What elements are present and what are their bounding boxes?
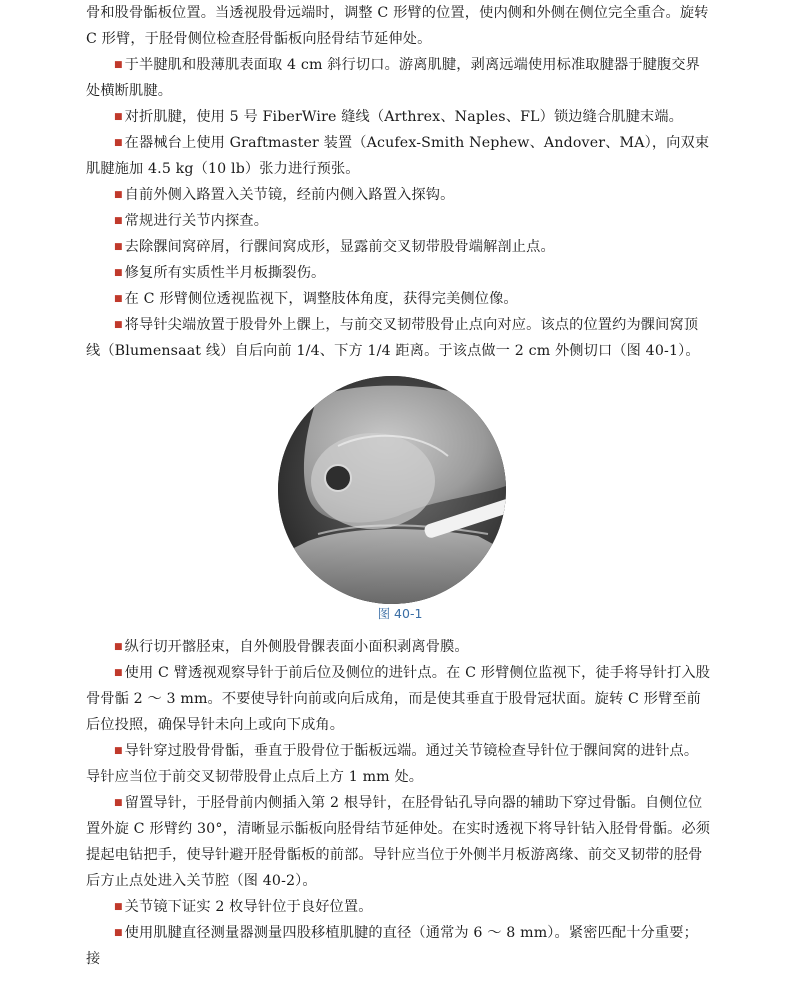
- bullet-square-icon: ■: [114, 268, 123, 278]
- bullet-paragraph: [86, 182, 712, 208]
- bullet-paragraph: [86, 660, 712, 738]
- bullet-square-icon: ■: [114, 190, 123, 200]
- paragraph-text: 自前外侧入路置入关节镜，经前内侧入路置入探钩。: [124, 187, 455, 203]
- paragraph-continuation: [86, 0, 712, 52]
- paragraph-text: 对折肌腱，使用 5 号 FiberWire 缝线（Arthrex、Naples、FL）锁边缝合肌腱末端。: [124, 109, 684, 125]
- bullet-paragraph: [86, 894, 712, 920]
- bullet-square-icon: ■: [114, 642, 123, 652]
- bullet-square-icon: ■: [114, 928, 123, 938]
- paragraph-text: 在器械台上使用 Graftmaster 装置（Acufex-Smith Nephew、Andover、MA），向双束肌腱施加 4.5 kg（10 lb）张力进行预张。: [86, 135, 710, 177]
- paragraph-text: 将导针尖端放置于股骨外上髁上，与前交叉韧带股骨止点向对应。该点的位置约为髁间窝顶线（Blumensaat 线）自后向前 1/4、下方 1/4 距离。于该点做一 2 cm 外侧切口（图 40-1）。: [86, 317, 700, 359]
- bullet-paragraph: [86, 130, 712, 182]
- bullet-paragraph: [86, 104, 712, 130]
- bullet-square-icon: ■: [114, 294, 123, 304]
- bullet-paragraph: [86, 920, 712, 972]
- paragraph-text: 于半腱肌和股薄肌表面取 4 cm 斜行切口。游离肌腱，剥离远端使用标准取腱器于腱腹交界处横断肌腱。: [86, 57, 701, 99]
- bullet-square-icon: ■: [114, 112, 123, 122]
- paragraph-text: 修复所有实质性半月板撕裂伤。: [124, 265, 326, 281]
- bullet-paragraph: [86, 234, 712, 260]
- paragraph-text: 使用肌腱直径测量器测量四股移植肌腱的直径（通常为 6 ～ 8 mm）。紧密匹配十分重要；接: [86, 925, 698, 967]
- paragraph-text: 导针穿过股骨骨骺，垂直于股骨位于骺板远端。通过关节镜检查导针位于髁间窝的进针点。导针应当位于前交叉韧带股骨止点后上方 1 mm 处。: [86, 743, 699, 785]
- bottom-text-block: [86, 634, 712, 972]
- paragraph-text: 在 C 形臂侧位透视监视下，调整肢体角度，获得完美侧位像。: [124, 291, 518, 307]
- paragraph-text: 使用 C 臂透视观察导针于前后位及侧位的进针点。在 C 形臂侧位监视下，徒手将导针打入股骨骨骺 2 ～ 3 mm。不要使导针向前或向后成角，而是使其垂直于股骨冠状面。旋转 C 形臂至前后位投照，确保导针未向上或向下成角。: [86, 665, 711, 733]
- bullet-square-icon: ■: [114, 798, 123, 808]
- paragraph-text: 留置导针，于胫骨前内侧插入第 2 根导针，在胫骨钻孔导向器的辅助下穿过骨骺。自侧位位置外旋 C 形臂约 30°，清晰显示骺板向胫骨结节延伸处。在实时透视下将导针钻入胫骨骨骺。必须提起电钻把手，使导针避开胫骨骺板的前部。导针应当位于外侧半月板游离缘、前交叉韧带的胫骨后方止点处进入关节腔（图 40-2）。: [86, 795, 711, 889]
- xray-illustration: [278, 376, 506, 604]
- bullet-square-icon: ■: [114, 242, 123, 252]
- paragraph-text: 纵行切开髂胫束，自外侧股骨髁表面小面积剥离骨膜。: [124, 639, 469, 655]
- paragraph-text: 关节镜下证实 2 枚导针位于良好位置。: [124, 899, 373, 915]
- bullet-paragraph: [86, 208, 712, 234]
- top-text-block: [86, 0, 712, 364]
- bullet-paragraph: [86, 286, 712, 312]
- figure-caption: 图 40-1: [377, 606, 423, 621]
- bullet-square-icon: ■: [114, 320, 123, 330]
- bullet-paragraph: [86, 52, 712, 104]
- knee-lateral-xray-image: [278, 376, 506, 604]
- bullet-paragraph: [86, 260, 712, 286]
- bullet-square-icon: ■: [114, 216, 123, 226]
- bullet-square-icon: ■: [114, 668, 123, 678]
- bullet-square-icon: ■: [114, 902, 123, 912]
- paragraph-text: 去除髁间窝碎屑，行髁间窝成形，显露前交叉韧带股骨端解剖止点。: [124, 239, 555, 255]
- paragraph-text: 骨和股骨骺板位置。当透视股骨远端时，调整 C 形臂的位置，使内侧和外侧在侧位完全重合。旋转 C 形臂，于胫骨侧位检查胫骨骺板向胫骨结节延伸处。: [86, 5, 709, 47]
- bullet-paragraph: [86, 312, 712, 364]
- bullet-paragraph: [86, 738, 712, 790]
- bullet-square-icon: ■: [114, 746, 123, 756]
- bullet-square-icon: ■: [114, 138, 123, 148]
- paragraph-text: 常规进行关节内探查。: [124, 213, 269, 229]
- bullet-paragraph: [86, 634, 712, 660]
- bullet-square-icon: ■: [114, 60, 123, 70]
- bullet-paragraph: [86, 790, 712, 894]
